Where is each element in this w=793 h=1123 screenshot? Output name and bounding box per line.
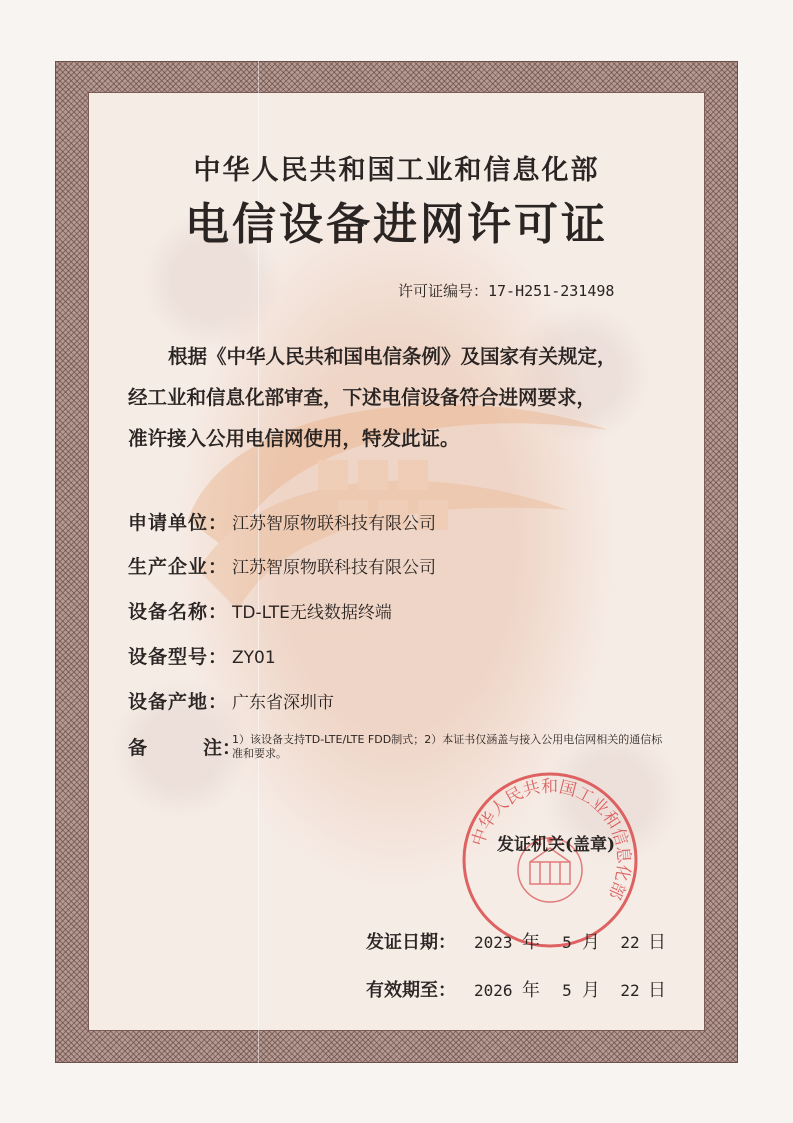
certificate-title: 电信设备进网许可证 [185, 199, 608, 250]
notes-label: 备 注： [128, 737, 242, 759]
field-manufacturer [128, 552, 436, 579]
svg-text:中华人民共和国工业和信息化部: 中华人民共和国工业和信息化部 [468, 776, 634, 903]
issue-day: 22 [620, 933, 640, 952]
field-applicant [128, 508, 436, 535]
field-value: 江苏智原物联科技有限公司 [232, 558, 437, 578]
issue-date-label: 发证日期： [366, 932, 456, 953]
issuing-authority: 发证机关(盖章) [497, 835, 616, 855]
field-value: TD-LTE无线数据终端 [232, 603, 392, 623]
issue-year: 2023 [474, 933, 513, 952]
expiry-year: 2026 [474, 981, 513, 1000]
field-device-name [128, 597, 392, 624]
field-device-model [128, 642, 276, 669]
field-value: ZY01 [232, 648, 276, 668]
official-seal-stamp [460, 770, 640, 950]
expiry-date-label: 有效期至： [366, 980, 456, 1001]
field-origin [128, 687, 334, 714]
intro-line-2: 经工业和信息化部审查，下述电信设备符合进网要求， [128, 386, 597, 409]
expiry-date: 有效期至： 2026 年 5 月 22 日 [366, 976, 666, 1002]
field-label: 设备型号： [128, 646, 229, 668]
field-value: 江苏智原物联科技有限公司 [232, 514, 437, 534]
ministry-name: 中华人民共和国工业和信息化部 [193, 155, 600, 186]
intro-line-1: 根据《中华人民共和国电信条例》及国家有关规定， [168, 345, 617, 368]
license-number: 许可证编号：17-H251-231498 [398, 282, 615, 300]
intro-line-3: 准许接入公用电信网使用，特发此证。 [128, 427, 460, 450]
intro-statement [128, 336, 678, 459]
field-label: 设备产地： [128, 691, 229, 713]
field-label: 设备名称： [128, 601, 229, 623]
issue-date: 发证日期： 2023 年 5 月 22 日 [366, 928, 666, 954]
expiry-month: 5 [562, 981, 572, 1000]
field-value: 广东省深圳市 [232, 693, 335, 713]
field-label: 申请单位： [128, 512, 229, 534]
notes-text: 1）该设备支持TD-LTE/LTE FDD制式；2）本证书仅涵盖与接入公用电信网相关的通信标准和要求。 [232, 733, 663, 760]
field-label: 生产企业： [128, 556, 229, 578]
issue-month: 5 [562, 933, 572, 952]
expiry-day: 22 [620, 981, 640, 1000]
